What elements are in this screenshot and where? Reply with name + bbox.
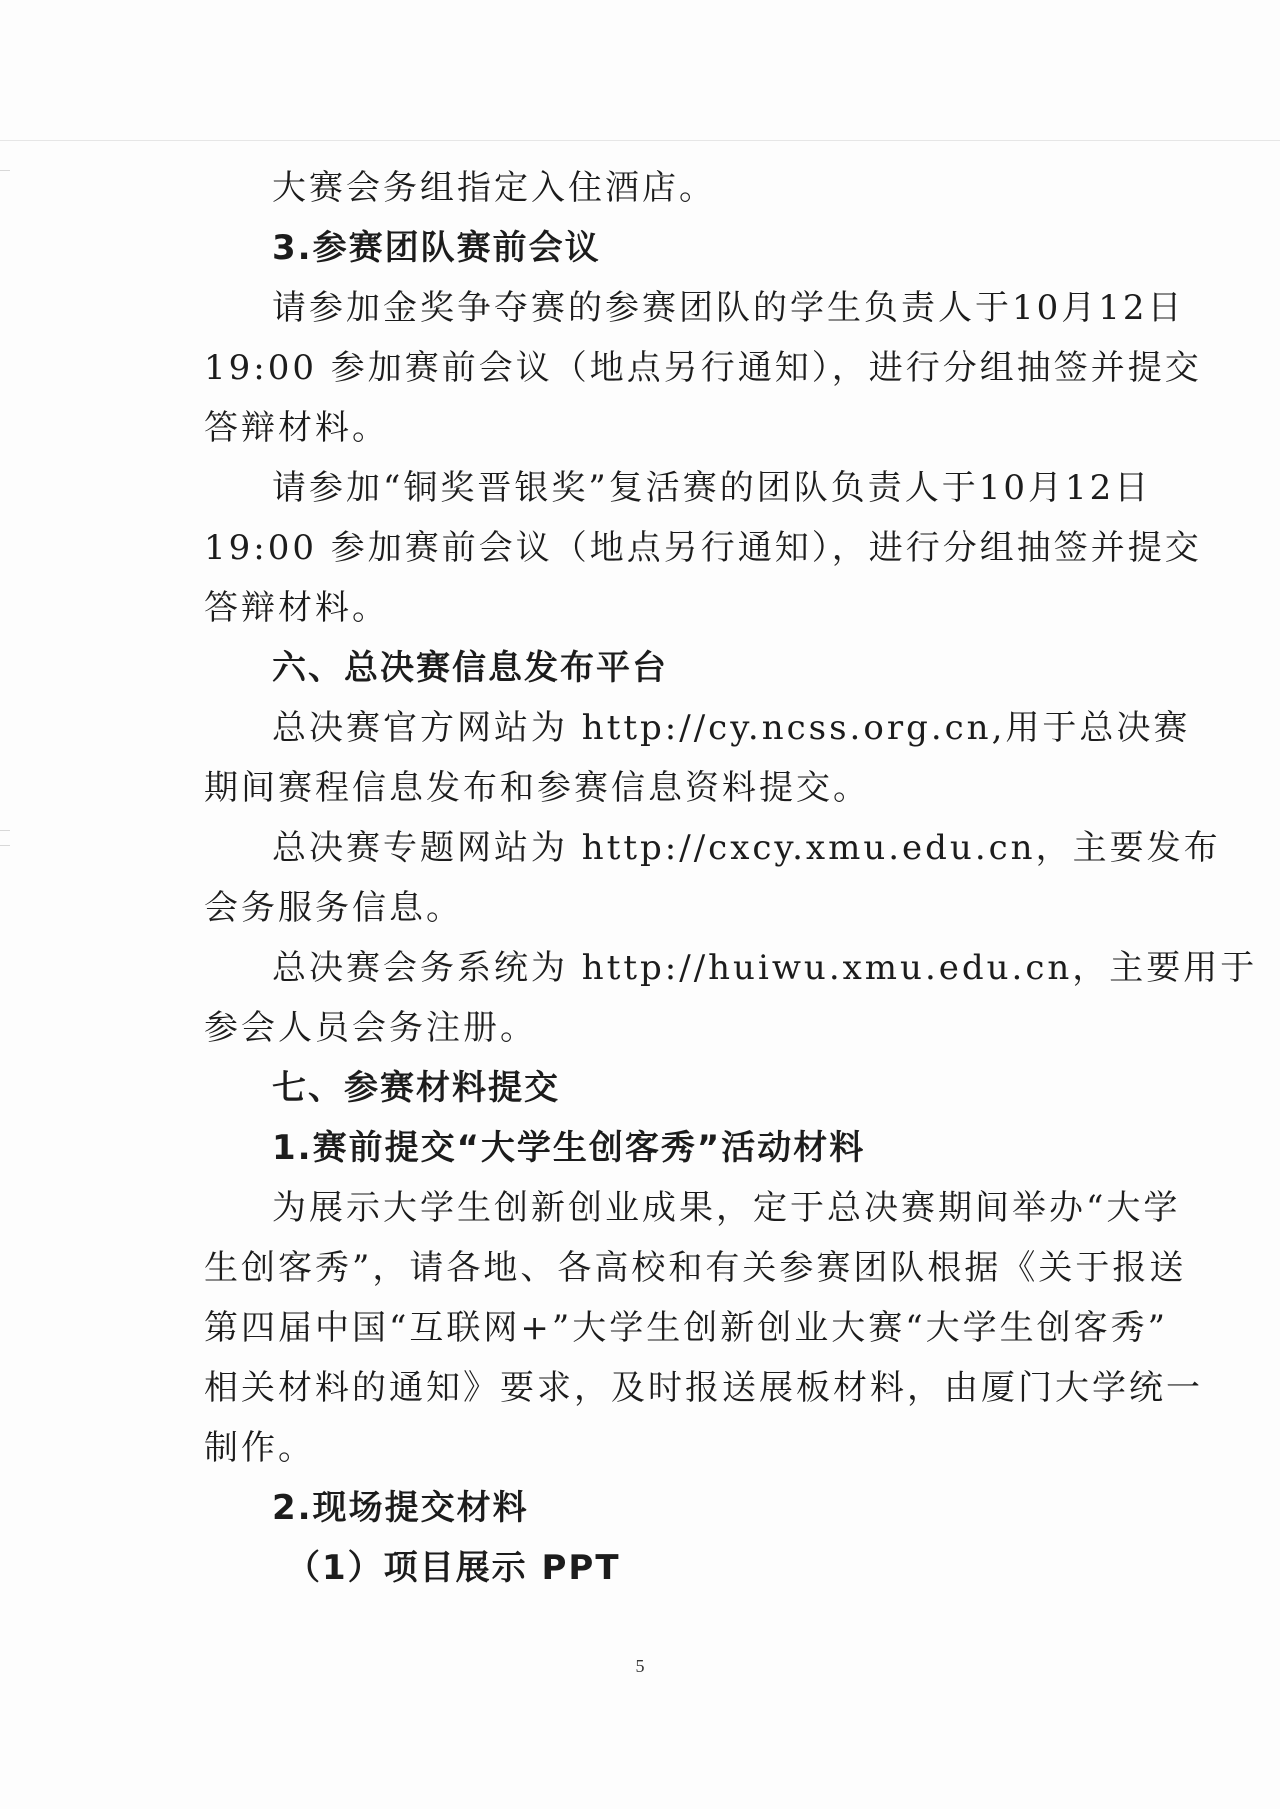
scan-divider <box>0 140 1280 141</box>
paragraph-line: 会务服务信息。 <box>204 888 463 928</box>
section-subheading: 3.参赛团队赛前会议 <box>272 228 601 268</box>
paragraph-line: 答辩材料。 <box>204 408 389 448</box>
section-subheading: 2.现场提交材料 <box>272 1488 529 1528</box>
paragraph-line: 为展示大学生创新创业成果，定于总决赛期间举办“大学 <box>272 1188 1181 1228</box>
section-heading: 七、参赛材料提交 <box>272 1068 560 1108</box>
paragraph-line: 总决赛会务系统为 http://huiwu.xmu.edu.cn，主要用于 <box>272 948 1258 988</box>
paragraph-line: 总决赛专题网站为 http://cxcy.xmu.edu.cn，主要发布 <box>272 828 1221 868</box>
section-subheading: 1.赛前提交“大学生创客秀”活动材料 <box>272 1128 866 1168</box>
paragraph-line: 第四届中国“互联网+”大学生创新创业大赛“大学生创客秀” <box>204 1308 1169 1348</box>
section-heading: 六、总决赛信息发布平台 <box>272 648 668 688</box>
paragraph-line: 制作。 <box>204 1428 315 1468</box>
paragraph-line: 请参加“铜奖晋银奖”复活赛的团队负责人于10月12日 <box>272 468 1152 508</box>
page-number: 5 <box>635 1656 645 1676</box>
scan-edge-mark <box>0 845 10 846</box>
scan-edge-mark <box>0 830 10 831</box>
scan-edge-mark <box>0 170 10 171</box>
paragraph-line: 期间赛程信息发布和参赛信息资料提交。 <box>204 768 870 808</box>
paragraph-line: 19:00 参加赛前会议（地点另行通知），进行分组抽签并提交 <box>204 528 1202 568</box>
paragraph-line: 参会人员会务注册。 <box>204 1008 537 1048</box>
paragraph-line: 相关材料的通知》要求，及时报送展板材料，由厦门大学统一 <box>204 1368 1203 1408</box>
paragraph-line: 大赛会务组指定入住酒店。 <box>272 168 716 208</box>
paragraph-line: 生创客秀”，请各地、各高校和有关参赛团队根据《关于报送 <box>204 1248 1187 1288</box>
paragraph-line: 总决赛官方网站为 http://cy.ncss.org.cn,用于总决赛 <box>272 708 1191 748</box>
paragraph-line: 请参加金奖争夺赛的参赛团队的学生负责人于10月12日 <box>272 288 1185 328</box>
list-item-heading: （1）项目展示 PPT <box>286 1548 621 1588</box>
paragraph-line: 19:00 参加赛前会议（地点另行通知），进行分组抽签并提交 <box>204 348 1202 388</box>
paragraph-line: 答辩材料。 <box>204 588 389 628</box>
